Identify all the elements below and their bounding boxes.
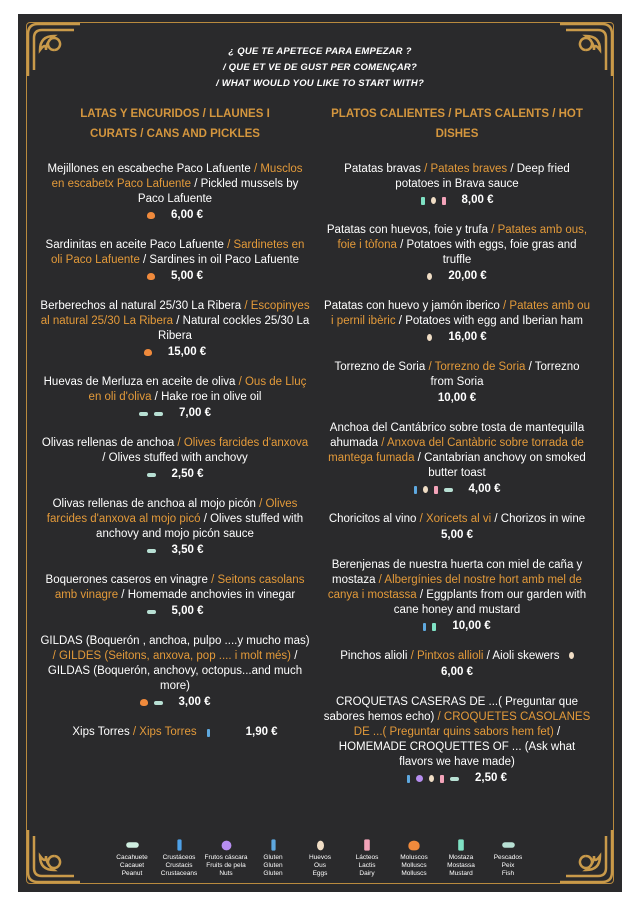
- mollusc-icon: [147, 273, 155, 280]
- hot-dishes-column: [322, 104, 592, 801]
- header-line: / QUE ET VE DE GUST PER COMENÇAR?: [223, 62, 417, 73]
- menu-item: CROQUETAS CASERAS DE ...( Preguntar que sabores hemos echo) / CROQUETES CASOLANES DE ...( Preguntar quins sabors hem fet) / HOMEMADE CROQUETTES OF ... (Ask what flavors we have made) 2,50 €: [323, 696, 591, 784]
- mollusc-icon: [147, 212, 155, 219]
- header-line: ¿ QUE TE APETECE PARA EMPEZAR ?: [228, 46, 412, 57]
- legend-item: Huevos Ous Eggs: [298, 838, 342, 878]
- mustard-icon: [458, 839, 464, 850]
- menu-item: Pinchos alioli / Pintxos allioli / Aioli skewers 6,00 €: [322, 649, 592, 680]
- menu-item: Mejillones en escabeche Paco Lafuente / Musclos en escabetx Paco Lafuente / Pickled mussels by Paco Lafuente 6,00 €: [47, 163, 303, 221]
- price: 3,50 €: [171, 544, 204, 556]
- fish-icon: [154, 701, 163, 705]
- menu-item: Choricitos al vino / Xoricets al vi / Chorizos in wine 5,00 €: [328, 513, 586, 541]
- legend-item: Mostaza Mostassa Mustard: [439, 838, 483, 878]
- price: 20,00 €: [448, 270, 487, 282]
- mollusc-icon: [140, 699, 148, 706]
- menu-item: GILDAS (Boquerón , anchoa, pulpo ....y mucho mas) / GILDES (Seitons, anxova, pop .... i molt més) / GILDAS (Boquerón, anchovy, octopus...and much more) 3,00 €: [40, 635, 310, 708]
- egg-icon: [427, 334, 432, 341]
- ornament-corner-icon: [24, 826, 84, 886]
- fish-icon: [147, 610, 156, 614]
- fish-icon: [147, 549, 156, 553]
- menu-item: Berenjenas de nuestra huerta con miel de caña y mostaza / Albergínies del nostre hort amb mel de canya i mostassa / Eggplants from our garden with cane honey and mustard 10,00 €: [327, 559, 587, 632]
- price: 3,00 €: [178, 696, 211, 708]
- menu-page: [18, 14, 622, 892]
- legend-item: Lácteos Lactis Dairy: [345, 838, 389, 878]
- cans-pickles-column: [40, 104, 310, 755]
- fish-icon: [139, 412, 148, 416]
- nuts-icon: [416, 775, 423, 782]
- gluten-icon: [423, 623, 426, 631]
- menu-item: Torrezno de Soria / Torrezno de Soria / Torrezno from Soria 10,00 €: [334, 361, 580, 404]
- section-title: LATAS Y ENCURIDOS / LLAUNES I CURATS / CANS AND PICKLES: [80, 108, 270, 140]
- gluten-icon: [407, 775, 410, 783]
- dairy-icon: [434, 486, 438, 494]
- price: 8,00 €: [461, 194, 494, 206]
- fish-icon: [154, 412, 163, 416]
- gluten-icon: [271, 839, 275, 850]
- legend-item: Crustáceos Crustacis Crustaceans: [157, 838, 201, 878]
- menu-item: Huevas de Merluza en aceite de oliva / Ous de Lluç en oli d'oliva / Hake roe in olive oil 7,00 €: [43, 376, 307, 419]
- price: 16,00 €: [448, 331, 487, 343]
- mollusc-icon: [144, 349, 152, 356]
- menu-item: Patatas con huevos, foie y trufa / Patates amb ous, foie i tòfona / Potatoes with eggs, foie gras and truffle 20,00 €: [326, 224, 588, 282]
- legend-item: Frutos cáscara Fruits de pela Nuts: [204, 838, 248, 878]
- fish-icon: [450, 777, 459, 781]
- price: 7,00 €: [179, 407, 211, 419]
- legend-item: Gluten Gluten Gluten: [251, 838, 295, 878]
- gluten-icon: [207, 729, 210, 737]
- fish-icon: [502, 842, 515, 848]
- price: 4,00 €: [468, 483, 501, 495]
- menu-item: Boquerones caseros en vinagre / Seitons casolans amb vinagre / Homemade anchovies in vinegar 5,00 €: [45, 574, 305, 617]
- legend-item: Cacahuete Cacauet Peanut: [110, 838, 154, 878]
- crustacean-icon: [177, 839, 181, 850]
- mustard-icon: [432, 623, 436, 631]
- menu-item: Patatas con huevo y jamón iberico / Patates amb ou i pernil ibèric / Potatoes with egg and Iberian ham 16,00 €: [324, 300, 590, 343]
- egg-icon: [317, 840, 324, 850]
- price: 5,00 €: [171, 270, 203, 282]
- dairy-icon: [364, 839, 370, 850]
- menu-item: Olivas rellenas de anchoa / Olives farcides d'anxova / Olives stuffed with anchovy 2,50 €: [41, 437, 309, 480]
- price: 1,90 €: [245, 726, 278, 738]
- egg-icon: [427, 273, 432, 280]
- legend-item: Pescados Peix Fish: [486, 838, 530, 878]
- menu-item: Sardinitas en aceite Paco Lafuente / Sardinetes en oli Paco Lafuente / Sardines in oil Paco Lafuente 5,00 €: [45, 239, 305, 282]
- fish-icon: [147, 473, 156, 477]
- allergen-legend: [110, 838, 530, 878]
- header-line: / WHAT WOULD YOU LIKE TO START WITH?: [216, 78, 424, 89]
- price: 2,50 €: [475, 772, 507, 784]
- menu-item: Berberechos al natural 25/30 La Ribera / Escopinyes al natural 25/30 La Ribera / Natural cockles 25/30 La Ribera 15,00 €: [40, 300, 310, 358]
- price: 6,00 €: [171, 209, 203, 221]
- egg-icon: [569, 652, 574, 659]
- mollusc-icon: [408, 840, 419, 850]
- egg-icon: [423, 486, 428, 493]
- menu-item: Anchoa del Cantábrico sobre tosta de mantequilla ahumada / Anxova del Cantàbric sobre torrada de mantega fumada / Cantabrian anchovy on smoked butter toast 4,00 €: [328, 422, 586, 495]
- mustard-icon: [421, 197, 425, 205]
- peanut-icon: [126, 842, 139, 848]
- price: 6,00 €: [441, 666, 473, 678]
- section-title: PLATOS CALIENTES / PLATS CALENTS / HOT DISHES: [331, 108, 583, 140]
- fish-icon: [444, 488, 453, 492]
- dairy-icon: [440, 775, 444, 783]
- price: 5,00 €: [441, 529, 473, 541]
- egg-icon: [429, 775, 434, 782]
- egg-icon: [431, 197, 436, 204]
- price: 15,00 €: [167, 346, 207, 358]
- menu-item: Xips Torres / Xips Torres 1,90 €: [72, 726, 278, 738]
- price: 5,00 €: [171, 605, 204, 617]
- price: 10,00 €: [452, 620, 491, 632]
- menu-item: Olivas rellenas de anchoa al mojo picón / Olives farcides d'anxova al mojo picó / Olives stuffed with anchovy and mojo picón sauce 3,50 €: [46, 498, 304, 556]
- dairy-icon: [442, 197, 446, 205]
- price: 2,50 €: [171, 468, 204, 480]
- menu-item: Patatas bravas / Patates braves / Deep fried potatoes in Brava sauce 8,00 €: [344, 163, 570, 206]
- price: 10,00 €: [437, 392, 477, 404]
- ornament-corner-icon: [556, 826, 616, 886]
- gluten-icon: [414, 486, 417, 494]
- nuts-icon: [221, 840, 231, 850]
- menu-header: [18, 44, 622, 92]
- legend-item: Moluscos Molluscs Molluscs: [392, 838, 436, 878]
